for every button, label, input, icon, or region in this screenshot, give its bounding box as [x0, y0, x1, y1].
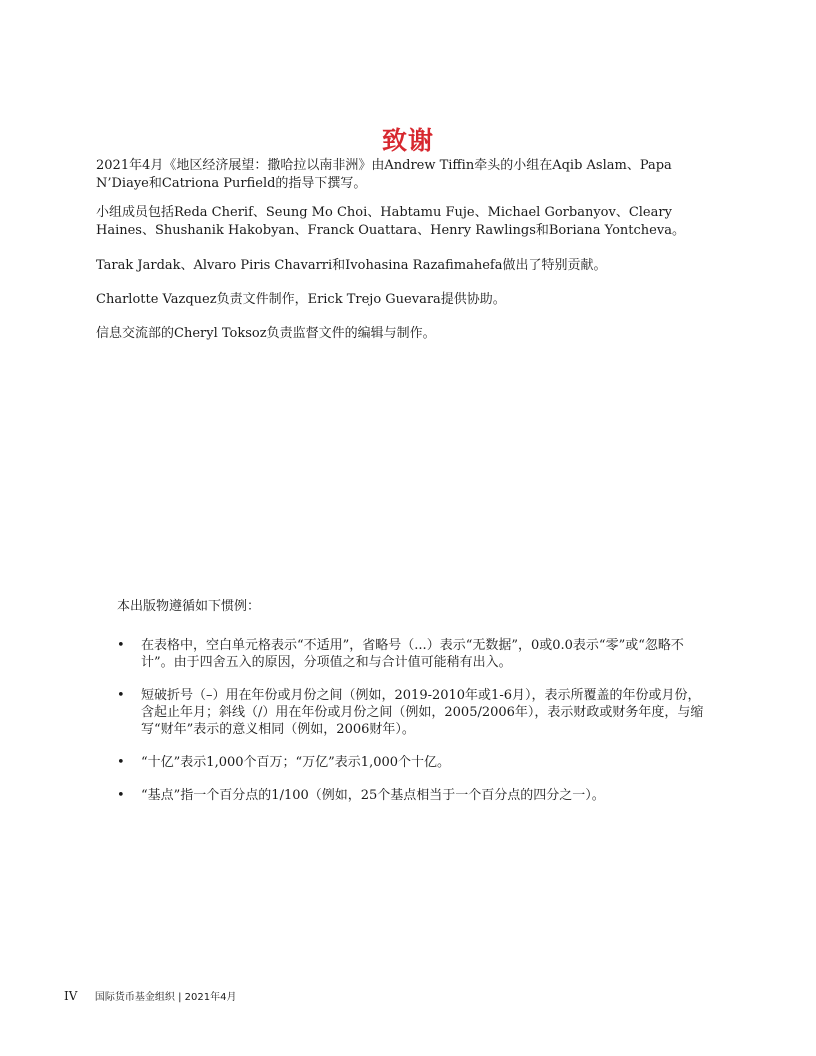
conventions-item-text: “基点”指一个百分点的1/100（例如，25个基点相当于一个百分点的四分之一）。 [141, 788, 605, 803]
bullet-icon: • [117, 688, 125, 703]
conventions-item-basis-points [117, 787, 707, 804]
conventions-item-tables [117, 637, 707, 671]
page-title: 致谢 [381, 125, 434, 155]
ack-editing-paragraph: 信息交流部的Cheryl Toksoz负责监督文件的编辑与制作。 [96, 326, 436, 341]
conventions-item-dashes [117, 687, 707, 738]
ack-team-paragraph: 小组成员包括Reda Cherif、Seung Mo Choi、Habtamu Fuje、Michael Gorbanyov、Cleary Haines、Shushanik Hakobyan、Franck Ouattara、Henry Rawlings和Boriana Yontcheva。 [96, 205, 685, 238]
conventions-list [117, 637, 707, 820]
page-footer [64, 989, 236, 1005]
page-number: IV [64, 989, 78, 1003]
conventions-item-billion [117, 754, 707, 771]
ack-authors-paragraph: 2021年4月《地区经济展望：撒哈拉以南非洲》由Andrew Tiffin牵头的小组在Aqib Aslam、Papa N’Diaye和Catriona Purfield的指导下撰写。 [96, 158, 672, 191]
bullet-icon: • [117, 755, 125, 770]
conventions-item-text: 短破折号（–）用在年份或月份之间（例如，2019-2010年或1-6月），表示所覆盖的年份或月份，含起止年月；斜线（/）用在年份或月份之间（例如，2005/2006年），表示财政或财务年度，与缩写“财年”表示的意义相同（例如，2006财年）。 [141, 688, 704, 737]
conventions-item-text: “十亿”表示1,000个百万；“万亿”表示1,000个十亿。 [141, 755, 451, 770]
conventions-item-text: 在表格中，空白单元格表示“不适用”，省略号（...）表示“无数据”，0或0.0表示“零”或“忽略不计”。由于四舍五入的原因，分项值之和与合计值可能稍有出入。 [141, 638, 684, 670]
ack-contributors-paragraph: Tarak Jardak、Alvaro Piris Chavarri和Ivohasina Razafimahefa做出了特别贡献。 [96, 258, 607, 273]
ack-production-paragraph: Charlotte Vazquez负责文件制作，Erick Trejo Guevara提供协助。 [96, 292, 506, 307]
bullet-icon: • [117, 788, 125, 803]
conventions-heading: 本出版物遵循如下惯例： [117, 599, 261, 614]
publication-info: 国际货币基金组织 | 2021年4月 [94, 992, 237, 1003]
bullet-icon: • [117, 638, 125, 653]
